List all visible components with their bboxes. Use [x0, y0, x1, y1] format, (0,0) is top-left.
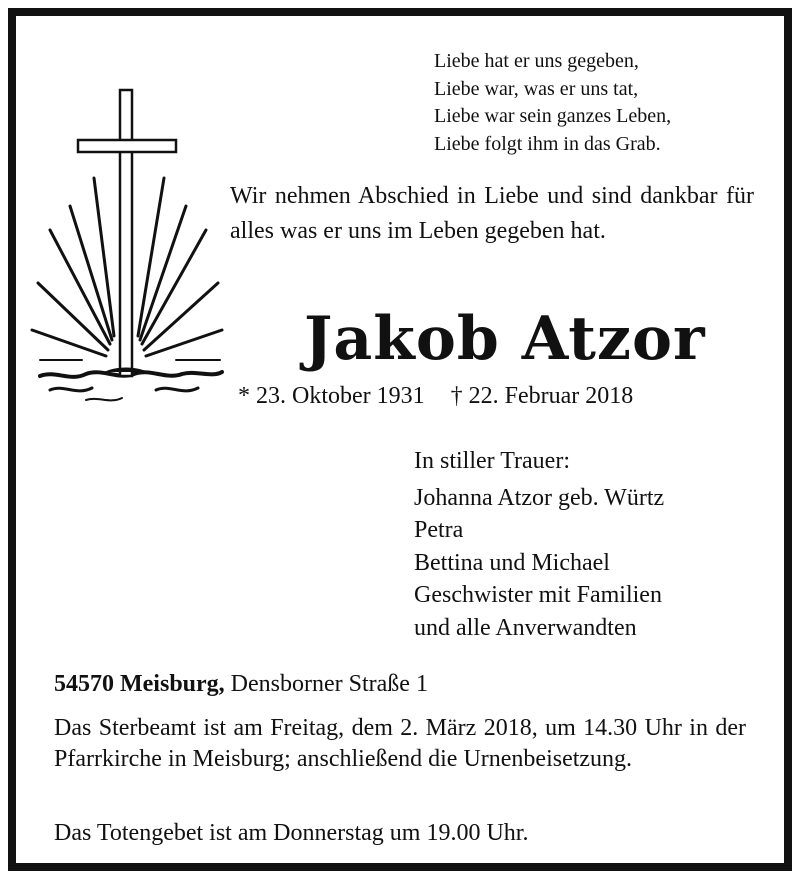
- service-text: Das Sterbeamt ist am Freitag, dem 2. März 2018, um 14.30 Uhr in der Pfarrkirche in Meisburg; anschließend die Urnenbeisetzung.: [54, 715, 746, 772]
- mourner-name: Johanna Atzor geb. Würtz: [414, 484, 665, 511]
- poem-line: Liebe folgt ihm in das Grab.: [434, 132, 661, 155]
- deceased-name: Jakob Atzor: [304, 304, 706, 374]
- mourner-name: Bettina und Michael: [414, 549, 610, 576]
- death-date: † 22. Februar 2018: [450, 383, 634, 409]
- farewell-text: Wir nehmen Abschied in Liebe und sind dankbar für alles was er uns im Leben gegeben hat.: [230, 183, 754, 244]
- address-postcode-city: 54570 Meisburg,: [54, 671, 225, 697]
- cross-with-rays-icon: [26, 78, 226, 408]
- mourner-name: Geschwister mit Familien: [414, 582, 662, 608]
- address-street: Densborner Straße 1: [230, 671, 428, 697]
- mourner-name: Petra: [414, 517, 464, 543]
- poem-line: Liebe war, was er uns tat,: [434, 77, 639, 100]
- birth-date: * 23. Oktober 1931: [238, 383, 425, 409]
- obituary-notice: [8, 8, 792, 871]
- poem-line: Liebe hat er uns gegeben,: [434, 50, 639, 72]
- mourners-list: [414, 445, 664, 644]
- prayer-text: Das Totengebet ist am Donnerstag um 19.00 Uhr.: [54, 820, 529, 846]
- mourner-name: und alle Anverwandten: [414, 614, 637, 641]
- mourners-heading: In stiller Trauer:: [414, 448, 570, 474]
- life-dates: [238, 383, 633, 410]
- poem-line: Liebe war sein ganzes Leben,: [434, 105, 672, 127]
- poem: [434, 48, 671, 158]
- address: [54, 671, 428, 698]
